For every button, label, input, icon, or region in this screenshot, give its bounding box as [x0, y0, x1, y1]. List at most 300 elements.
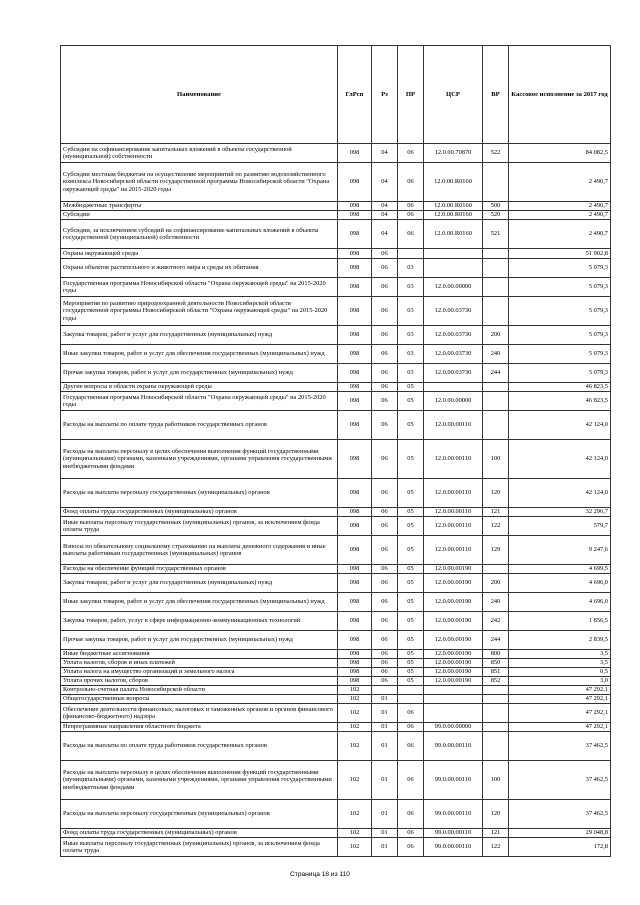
row-amount: 46 823,5: [509, 392, 611, 411]
row-pr: 06: [398, 838, 424, 857]
row-csr: 12.0.00.R0160: [424, 220, 483, 249]
row-grs: 098: [338, 631, 372, 650]
table-row: [61, 411, 611, 440]
row-rz: 06: [372, 383, 398, 392]
table-row: [61, 278, 611, 297]
table-row: [61, 761, 611, 800]
row-name: Взносы по обязательному социальному страхованию на выплаты денежного содержания и иные выплаты работникам государственных (муниципальных) органов: [61, 536, 338, 565]
table-row: [61, 732, 611, 761]
row-name: Мероприятия по развитию природоохранной деятельности Новосибирской области государственной программы Новосибирской области "Охрана окружающей среды" на 2015-2020 годы: [61, 297, 338, 326]
row-grs: 098: [338, 508, 372, 517]
row-pr: 05: [398, 631, 424, 650]
row-pr: 05: [398, 650, 424, 659]
row-rz: 06: [372, 297, 398, 326]
table-row: [61, 574, 611, 593]
row-csr: 12.0.00.03730: [424, 345, 483, 364]
row-vr: 244: [483, 364, 509, 383]
header-vr: ВР: [483, 46, 509, 144]
row-pr: [398, 249, 424, 259]
row-vr: 120: [483, 479, 509, 508]
row-vr: [483, 732, 509, 761]
row-csr: 12.0.00.00190: [424, 593, 483, 612]
row-amount: 2 490,7: [509, 202, 611, 211]
row-rz: 06: [372, 259, 398, 278]
row-name: Непрограммные направления областного бюджета: [61, 723, 338, 732]
table-row: [61, 508, 611, 517]
row-amount: 2 839,5: [509, 631, 611, 650]
row-vr: 121: [483, 508, 509, 517]
row-pr: 06: [398, 144, 424, 163]
row-vr: 242: [483, 612, 509, 631]
row-name: Фонд оплаты труда государственных (муниципальных) органов: [61, 829, 338, 838]
row-csr: 99.0.00.00110: [424, 829, 483, 838]
row-amount: 5 079,3: [509, 326, 611, 345]
row-rz: 06: [372, 593, 398, 612]
row-vr: 121: [483, 829, 509, 838]
row-amount: 42 124,0: [509, 411, 611, 440]
row-rz: 06: [372, 278, 398, 297]
row-name: Расходы на выплаты по оплате труда работников государственных органов: [61, 732, 338, 761]
row-name: Субсидии местным бюджетам на осуществление мероприятий по развитию водохозяйственного комплекса Новосибирской области государственной программы Новосибирской области "Охрана окружающей среды" на 2015-2020 годы: [61, 163, 338, 202]
row-vr: [483, 695, 509, 704]
row-name: Уплата прочих налогов, сборов: [61, 677, 338, 686]
table-row: [61, 249, 611, 259]
row-rz: 06: [372, 508, 398, 517]
row-amount: 2 490,7: [509, 163, 611, 202]
row-pr: 05: [398, 612, 424, 631]
row-pr: 03: [398, 364, 424, 383]
row-pr: 05: [398, 392, 424, 411]
row-pr: 05: [398, 411, 424, 440]
row-grs: 098: [338, 220, 372, 249]
table-row: [61, 668, 611, 677]
row-name: Расходы на обеспечение функций государственных органов: [61, 565, 338, 574]
row-pr: [398, 686, 424, 695]
row-grs: 098: [338, 211, 372, 220]
row-grs: 098: [338, 326, 372, 345]
row-amount: 5 079,3: [509, 259, 611, 278]
table-row: [61, 677, 611, 686]
row-csr: 12.0.00.00000: [424, 392, 483, 411]
row-amount: 4 696,0: [509, 574, 611, 593]
table-row: [61, 163, 611, 202]
row-grs: 102: [338, 829, 372, 838]
row-grs: 098: [338, 345, 372, 364]
row-vr: [483, 383, 509, 392]
row-vr: [483, 723, 509, 732]
row-rz: 01: [372, 704, 398, 723]
row-vr: 850: [483, 659, 509, 668]
row-csr: 12.0.00.00190: [424, 659, 483, 668]
table-row: [61, 144, 611, 163]
row-grs: 098: [338, 659, 372, 668]
row-grs: 102: [338, 686, 372, 695]
row-csr: [424, 249, 483, 259]
row-rz: 06: [372, 517, 398, 536]
row-pr: 06: [398, 761, 424, 800]
row-rz: 06: [372, 650, 398, 659]
row-pr: 06: [398, 163, 424, 202]
row-grs: 098: [338, 650, 372, 659]
row-grs: 098: [338, 574, 372, 593]
row-vr: 521: [483, 220, 509, 249]
row-vr: [483, 565, 509, 574]
row-csr: 12.0.00.00190: [424, 612, 483, 631]
row-csr: 12.0.00.70870: [424, 144, 483, 163]
row-vr: 200: [483, 574, 509, 593]
row-csr: 99.0.00.00000: [424, 723, 483, 732]
row-csr: [424, 695, 483, 704]
row-vr: 100: [483, 440, 509, 479]
row-amount: 579,7: [509, 517, 611, 536]
row-grs: 098: [338, 297, 372, 326]
row-pr: 05: [398, 536, 424, 565]
row-name: Прочая закупка товаров, работ и услуг для государственных (муниципальных) нужд: [61, 631, 338, 650]
row-csr: 12.0.00.03730: [424, 364, 483, 383]
row-grs: 098: [338, 383, 372, 392]
row-rz: 06: [372, 479, 398, 508]
row-amount: 37 462,5: [509, 761, 611, 800]
row-amount: 37 462,5: [509, 732, 611, 761]
row-vr: 851: [483, 668, 509, 677]
row-grs: 098: [338, 479, 372, 508]
row-vr: 122: [483, 517, 509, 536]
row-rz: 01: [372, 695, 398, 704]
table-row: [61, 612, 611, 631]
row-pr: [398, 695, 424, 704]
row-csr: 99.0.00.00110: [424, 732, 483, 761]
table-row: [61, 211, 611, 220]
row-grs: 098: [338, 202, 372, 211]
table-row: [61, 829, 611, 838]
row-pr: 06: [398, 723, 424, 732]
row-name: Государственная программа Новосибирской области "Охрана окружающей среды" на 2015-2020 годы: [61, 278, 338, 297]
row-rz: 01: [372, 732, 398, 761]
row-vr: [483, 297, 509, 326]
row-rz: 04: [372, 220, 398, 249]
row-pr: 05: [398, 677, 424, 686]
row-pr: 05: [398, 517, 424, 536]
row-grs: 102: [338, 695, 372, 704]
row-amount: 47 292,1: [509, 686, 611, 695]
row-name: Субсидии на софинансирование капитальных вложений в объекты государственной (муниципальной) собственности: [61, 144, 338, 163]
row-rz: 06: [372, 659, 398, 668]
row-pr: 06: [398, 211, 424, 220]
budget-execution-table: [60, 45, 611, 857]
row-csr: 12.0.00.00190: [424, 574, 483, 593]
row-csr: 12.0.00.R0160: [424, 211, 483, 220]
row-name: Уплата налогов, сборов и иных платежей: [61, 659, 338, 668]
row-grs: 098: [338, 249, 372, 259]
row-rz: 06: [372, 440, 398, 479]
row-rz: 06: [372, 574, 398, 593]
row-pr: 05: [398, 668, 424, 677]
row-amount: 9 247,6: [509, 536, 611, 565]
row-amount: 3,5: [509, 650, 611, 659]
row-grs: 102: [338, 704, 372, 723]
row-name: Иные выплаты персоналу государственных (муниципальных) органов, за исключением фонда оплаты труда: [61, 838, 338, 857]
row-name: Расходы на выплаты персоналу государственных (муниципальных) органов: [61, 800, 338, 829]
row-vr: 100: [483, 761, 509, 800]
row-grs: 098: [338, 517, 372, 536]
row-grs: 102: [338, 723, 372, 732]
row-pr: 06: [398, 220, 424, 249]
row-name: Иные бюджетные ассигнования: [61, 650, 338, 659]
table-row: [61, 631, 611, 650]
row-grs: 098: [338, 411, 372, 440]
row-vr: 500: [483, 202, 509, 211]
row-csr: 12.0.00.R0160: [424, 202, 483, 211]
row-csr: [424, 704, 483, 723]
row-pr: 05: [398, 574, 424, 593]
row-name: Иные выплаты персоналу государственных (муниципальных) органов, за исключением фонда оплаты труда: [61, 517, 338, 536]
row-grs: 098: [338, 163, 372, 202]
row-amount: 32 296,7: [509, 508, 611, 517]
row-vr: 852: [483, 677, 509, 686]
row-grs: 098: [338, 278, 372, 297]
row-rz: [372, 686, 398, 695]
row-amount: 47 292,1: [509, 695, 611, 704]
row-grs: 098: [338, 668, 372, 677]
row-pr: 05: [398, 659, 424, 668]
row-rz: 01: [372, 838, 398, 857]
row-rz: 06: [372, 536, 398, 565]
row-amount: 5 079,3: [509, 364, 611, 383]
header-csr: ЦСР: [424, 46, 483, 144]
row-amount: 37 462,5: [509, 800, 611, 829]
row-rz: 06: [372, 345, 398, 364]
row-csr: 12.0.00.00190: [424, 565, 483, 574]
row-amount: 4 699,5: [509, 565, 611, 574]
row-grs: 098: [338, 612, 372, 631]
row-rz: 06: [372, 326, 398, 345]
row-vr: [483, 411, 509, 440]
row-rz: 06: [372, 668, 398, 677]
row-amount: 46 823,5: [509, 383, 611, 392]
table-row: [61, 723, 611, 732]
row-amount: 42 124,0: [509, 479, 611, 508]
row-grs: 098: [338, 536, 372, 565]
row-pr: 05: [398, 508, 424, 517]
table-row: [61, 479, 611, 508]
row-vr: [483, 278, 509, 297]
row-grs: 098: [338, 593, 372, 612]
row-pr: 05: [398, 383, 424, 392]
row-vr: [483, 249, 509, 259]
row-pr: 06: [398, 704, 424, 723]
table-row: [61, 536, 611, 565]
row-vr: 122: [483, 838, 509, 857]
row-pr: 06: [398, 202, 424, 211]
row-pr: 03: [398, 297, 424, 326]
row-vr: [483, 259, 509, 278]
table-row: [61, 800, 611, 829]
row-name: Общегосударственные вопросы: [61, 695, 338, 704]
table-row: [61, 220, 611, 249]
row-rz: 06: [372, 565, 398, 574]
row-grs: 102: [338, 800, 372, 829]
row-vr: 129: [483, 536, 509, 565]
table-row: [61, 565, 611, 574]
row-grs: 102: [338, 838, 372, 857]
row-vr: [483, 704, 509, 723]
row-rz: 06: [372, 411, 398, 440]
row-amount: 2 490,7: [509, 211, 611, 220]
row-name: Межбюджетные трансферты: [61, 202, 338, 211]
row-name: Иные закупки товаров, работ и услуг для обеспечения государственных (муниципальных) нужд: [61, 593, 338, 612]
table-row: [61, 659, 611, 668]
table-header-row: [61, 46, 611, 144]
row-pr: 05: [398, 565, 424, 574]
row-rz: 06: [372, 612, 398, 631]
row-csr: 12.0.00.00190: [424, 668, 483, 677]
row-rz: 01: [372, 761, 398, 800]
table-row: [61, 593, 611, 612]
row-csr: 99.0.00.00110: [424, 800, 483, 829]
table-row: [61, 440, 611, 479]
row-vr: 240: [483, 345, 509, 364]
row-pr: 05: [398, 479, 424, 508]
row-csr: 12.0.00.00190: [424, 631, 483, 650]
row-name: Расходы на выплаты персоналу государственных (муниципальных) органов: [61, 479, 338, 508]
row-csr: 12.0.00.00110: [424, 517, 483, 536]
row-grs: 102: [338, 761, 372, 800]
row-name: Иные закупки товаров, работ и услуг для обеспечения государственных (муниципальных) нужд: [61, 345, 338, 364]
table-row: [61, 517, 611, 536]
row-rz: 01: [372, 829, 398, 838]
header-amount: Кассовое исполнение за 2017 год: [509, 46, 611, 144]
row-csr: 12.0.00.00110: [424, 536, 483, 565]
table-row: [61, 259, 611, 278]
header-rz: Рз: [372, 46, 398, 144]
row-amount: 47 292,1: [509, 704, 611, 723]
row-vr: [483, 686, 509, 695]
table-row: [61, 695, 611, 704]
row-rz: 01: [372, 723, 398, 732]
row-name: Закупка товаров, работ и услуг для государственных (муниципальных) нужд: [61, 326, 338, 345]
row-grs: 098: [338, 364, 372, 383]
table-row: [61, 345, 611, 364]
row-pr: 05: [398, 440, 424, 479]
row-csr: [424, 686, 483, 695]
row-csr: 12.0.00.03730: [424, 297, 483, 326]
row-name: Охрана окружающей среды: [61, 249, 338, 259]
row-amount: 5 079,3: [509, 297, 611, 326]
header-name: Наименование: [61, 46, 338, 144]
row-grs: 098: [338, 392, 372, 411]
row-amount: 29 048,8: [509, 829, 611, 838]
row-pr: 03: [398, 259, 424, 278]
row-pr: 05: [398, 593, 424, 612]
row-name: Охрана объектов растительного и животного мира и среды их обитания: [61, 259, 338, 278]
row-name: Прочая закупка товаров, работ и услуг для государственных (муниципальных) нужд: [61, 364, 338, 383]
row-amount: 1 856,5: [509, 612, 611, 631]
row-name: Субсидии, за исключением субсидий на софинансирование капитальных вложений в объекты государственной (муниципальной) собственности: [61, 220, 338, 249]
row-name: Расходы на выплаты персоналу в целях обеспечения выполнения функций государственными (муниципальными) органами, казенными учреждениями, органами управления государственными внебюджетными фондами: [61, 440, 338, 479]
row-amount: 0,5: [509, 668, 611, 677]
row-vr: 240: [483, 593, 509, 612]
row-csr: 12.0.00.00190: [424, 650, 483, 659]
table-row: [61, 686, 611, 695]
table-row: [61, 838, 611, 857]
row-pr: 03: [398, 278, 424, 297]
row-rz: 06: [372, 392, 398, 411]
row-csr: 99.0.00.00110: [424, 838, 483, 857]
row-csr: 99.0.00.00110: [424, 761, 483, 800]
row-rz: 04: [372, 211, 398, 220]
row-name: Расходы на выплаты персоналу в целях обеспечения выполнения функций государственными (муниципальными) органами, казенными учреждениями, органами управления государственными внебюджетными фондами: [61, 761, 338, 800]
row-name: Субсидии: [61, 211, 338, 220]
row-name: Закупка товаров, работ и услуг для государственных (муниципальных) нужд: [61, 574, 338, 593]
row-pr: 06: [398, 732, 424, 761]
row-csr: 12.0.00.00110: [424, 508, 483, 517]
row-name: Фонд оплаты труда государственных (муниципальных) органов: [61, 508, 338, 517]
row-amount: 3,5: [509, 659, 611, 668]
table-row: [61, 383, 611, 392]
row-amount: 172,8: [509, 838, 611, 857]
row-csr: 12.0.00.R0160: [424, 163, 483, 202]
table-row: [61, 297, 611, 326]
table-row: [61, 650, 611, 659]
row-csr: 12.0.00.03730: [424, 326, 483, 345]
row-pr: 06: [398, 829, 424, 838]
page-number: Страница 18 из 110: [290, 871, 350, 878]
row-rz: 04: [372, 202, 398, 211]
row-csr: 12.0.00.00000: [424, 278, 483, 297]
row-grs: 098: [338, 440, 372, 479]
row-grs: 098: [338, 565, 372, 574]
row-amount: 5 079,3: [509, 345, 611, 364]
row-grs: 098: [338, 677, 372, 686]
row-pr: 06: [398, 800, 424, 829]
row-vr: 120: [483, 800, 509, 829]
row-amount: 5 079,3: [509, 278, 611, 297]
row-pr: 03: [398, 345, 424, 364]
row-rz: 06: [372, 249, 398, 259]
row-rz: 04: [372, 144, 398, 163]
row-amount: 42 124,0: [509, 440, 611, 479]
row-grs: 098: [338, 144, 372, 163]
row-amount: 3,0: [509, 677, 611, 686]
row-vr: 522: [483, 144, 509, 163]
row-name: Другие вопросы в области охраны окружающей среды: [61, 383, 338, 392]
row-rz: 06: [372, 631, 398, 650]
table-row: [61, 326, 611, 345]
row-grs: 102: [338, 732, 372, 761]
row-csr: 12.0.00.00110: [424, 411, 483, 440]
row-grs: 098: [338, 259, 372, 278]
row-name: Контрольно-счетная палата Новосибирской области: [61, 686, 338, 695]
row-amount: 47 292,1: [509, 723, 611, 732]
row-name: Закупка товаров, работ, услуг в сфере информационно-коммуникационных технологий: [61, 612, 338, 631]
row-vr: 800: [483, 650, 509, 659]
row-csr: [424, 383, 483, 392]
row-name: Расходы на выплаты по оплате труда работников государственных органов: [61, 411, 338, 440]
table-row: [61, 392, 611, 411]
row-amount: 4 696,0: [509, 593, 611, 612]
row-csr: 12.0.00.00110: [424, 479, 483, 508]
row-rz: 01: [372, 800, 398, 829]
row-csr: 12.0.00.00110: [424, 440, 483, 479]
header-grs: ГлРсп: [338, 46, 372, 144]
row-csr: [424, 259, 483, 278]
row-vr: 520: [483, 211, 509, 220]
row-vr: 244: [483, 631, 509, 650]
row-rz: 04: [372, 163, 398, 202]
row-amount: 2 490,7: [509, 220, 611, 249]
row-vr: [483, 163, 509, 202]
row-rz: 06: [372, 677, 398, 686]
